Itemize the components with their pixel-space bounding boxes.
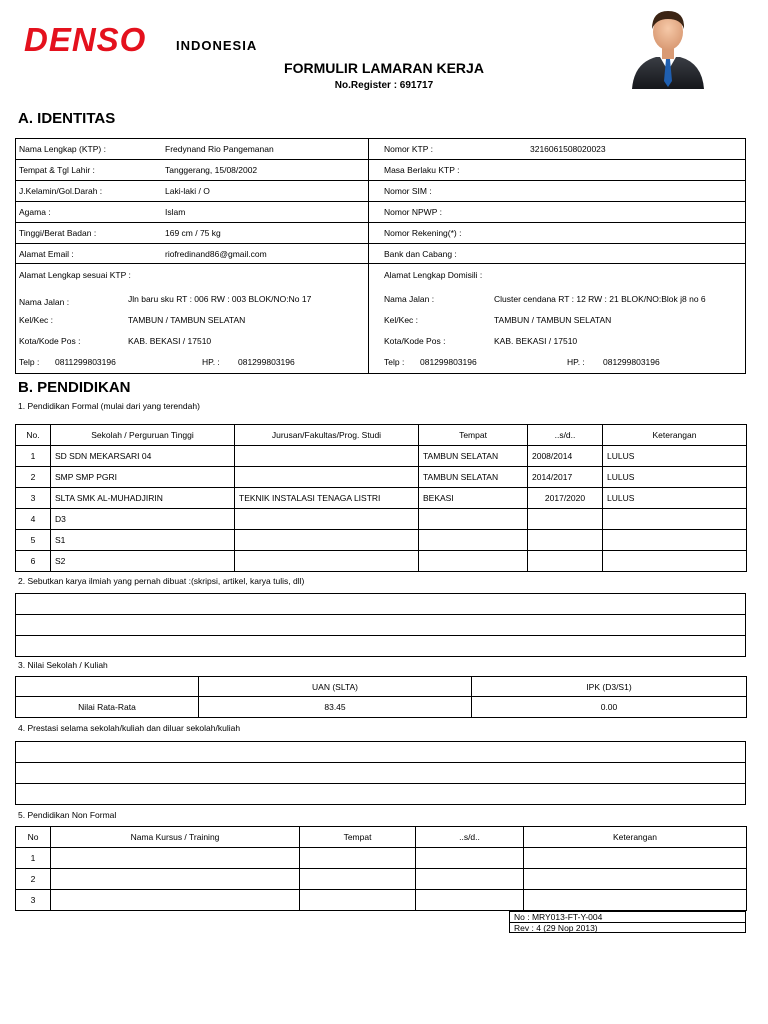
cell: 1	[16, 446, 51, 467]
cell	[51, 848, 300, 869]
dom-telp: 081299803196	[420, 357, 477, 367]
table-header-row	[16, 425, 747, 446]
col-header: Keterangan	[524, 827, 747, 848]
label-sim: Nomor SIM :	[384, 186, 432, 196]
col-header: ..s/d..	[528, 425, 603, 446]
karya-table	[15, 593, 746, 657]
cell: 1	[16, 848, 51, 869]
dom-telp-label: Telp :	[384, 357, 405, 367]
dom-kelkec: TAMBUN / TAMBUN SELATAN	[494, 315, 612, 325]
dom-street: Cluster cendana RT : 12 RW : 21 BLOK/NO:Blok j8 no 6	[494, 294, 706, 304]
cell: 2	[16, 467, 51, 488]
label-npwp: Nomor NPWP :	[384, 207, 442, 217]
cell	[416, 869, 524, 890]
col-header: UAN (SLTA)	[199, 677, 472, 697]
dom-kota: KAB. BEKASI / 17510	[494, 336, 578, 346]
label-ttl: Tempat & Tgl Lahir :	[19, 165, 95, 175]
cell: 5	[16, 530, 51, 551]
table-row	[16, 848, 747, 869]
cell: LULUS	[603, 446, 747, 467]
col-header: Tempat	[419, 425, 528, 446]
cell	[603, 551, 747, 572]
nilai-table	[15, 676, 747, 718]
document-number: No : MRY013-FT-Y-004	[514, 912, 603, 922]
ktp-telp: 0811299803196	[55, 357, 116, 367]
cell	[16, 594, 746, 615]
col-header: Nama Kursus / Training	[51, 827, 300, 848]
value-nama: Fredynand Rio Pangemanan	[165, 144, 274, 154]
col-header: Jurusan/Fakultas/Prog. Studi	[235, 425, 419, 446]
table-row	[16, 594, 746, 615]
label-tinggi-berat: Tinggi/Berat Badan :	[19, 228, 97, 238]
table-header-row	[16, 677, 747, 697]
formal-education-label: 1. Pendidikan Formal (mulai dari yang terendah)	[18, 401, 200, 411]
table-row	[16, 551, 747, 572]
cell: 2008/2014	[528, 446, 603, 467]
cell: S2	[51, 551, 235, 572]
section-identitas-title: A. IDENTITAS	[18, 110, 116, 127]
cell	[524, 890, 747, 911]
cell	[300, 890, 416, 911]
value-agama: Islam	[165, 207, 186, 217]
cell: 4	[16, 509, 51, 530]
cell: 0.00	[472, 697, 747, 718]
table-row	[16, 488, 747, 509]
label-nama: Nama Lengkap (KTP) :	[19, 144, 106, 154]
dom-kota-label: Kota/Kode Pos :	[384, 336, 446, 346]
cell	[528, 530, 603, 551]
cell	[300, 848, 416, 869]
value-email: riofredinand86@gmail.com	[165, 249, 267, 259]
cell: 2	[16, 869, 51, 890]
cell: LULUS	[603, 467, 747, 488]
label-agama: Agama :	[19, 207, 51, 217]
cell	[416, 848, 524, 869]
table-row	[16, 530, 747, 551]
cell	[603, 530, 747, 551]
denso-logo: DENSO	[24, 21, 147, 58]
cell: 2014/2017	[528, 467, 603, 488]
label-masa-ktp: Masa Berlaku KTP :	[384, 165, 460, 175]
cell	[419, 530, 528, 551]
cell: SD SDN MEKARSARI 04	[51, 446, 235, 467]
value-ktp: 3216061508020023	[530, 144, 606, 154]
cell: 83.45	[199, 697, 472, 718]
cell	[16, 784, 746, 805]
cell: LULUS	[603, 488, 747, 509]
table-row	[16, 467, 747, 488]
cell: 3	[16, 890, 51, 911]
cell	[16, 763, 746, 784]
ktp-kelkec-label: Kel/Kec :	[19, 315, 54, 325]
cell: 2017/2020	[528, 488, 603, 509]
cell	[16, 615, 746, 636]
table-row	[16, 742, 746, 763]
cell	[528, 551, 603, 572]
col-header: Tempat	[300, 827, 416, 848]
value-tinggi-berat: 169 cm / 75 kg	[165, 228, 221, 238]
table-row	[16, 446, 747, 467]
table-row	[16, 697, 747, 718]
col-header: ..s/d..	[416, 827, 524, 848]
ktp-hp: 081299803196	[238, 357, 295, 367]
cell	[419, 509, 528, 530]
cell	[416, 890, 524, 911]
karya-label: 2. Sebutkan karya ilmiah yang pernah dibuat :(skripsi, artikel, karya tulis, dll)	[18, 576, 305, 586]
cell: S1	[51, 530, 235, 551]
dom-hp-label: HP. :	[567, 357, 585, 367]
ktp-kota: KAB. BEKASI / 17510	[128, 336, 212, 346]
cell: BEKASI	[419, 488, 528, 509]
table-row	[16, 763, 746, 784]
table-row	[16, 509, 747, 530]
applicant-avatar-icon	[628, 5, 708, 89]
label-kelamin: J.Kelamin/Gol.Darah :	[19, 186, 103, 196]
cell	[16, 742, 746, 763]
cell: TAMBUN SELATAN	[419, 446, 528, 467]
dom-hp: 081299803196	[603, 357, 660, 367]
col-header: Sekolah / Perguruan Tinggi	[51, 425, 235, 446]
cell: Nilai Rata-Rata	[16, 697, 199, 718]
cell	[51, 869, 300, 890]
col-header: Keterangan	[603, 425, 747, 446]
table-row	[16, 890, 747, 911]
cell	[235, 467, 419, 488]
label-bank: Bank dan Cabang :	[384, 249, 457, 259]
logo-subtitle: INDONESIA	[176, 38, 258, 53]
cell	[235, 551, 419, 572]
cell	[235, 530, 419, 551]
col-header: No	[16, 827, 51, 848]
dom-address-heading: Alamat Lengkap Domisili :	[384, 270, 483, 280]
value-kelamin: Laki-laki / O	[165, 186, 210, 196]
table-row	[16, 636, 746, 657]
value-ttl: Tanggerang, 15/08/2002	[165, 165, 258, 175]
cell	[16, 636, 746, 657]
register-number: No.Register : 691717	[334, 80, 434, 91]
ktp-street: Jln baru sku RT : 006 RW : 003 BLOK/NO:No 17	[128, 294, 312, 304]
ktp-kota-label: Kota/Kode Pos :	[19, 336, 81, 346]
cell: D3	[51, 509, 235, 530]
document-revision: Rev : 4 (29 Nop 2013)	[510, 922, 745, 933]
col-header	[16, 677, 199, 697]
cell	[528, 509, 603, 530]
ktp-telp-label: Telp :	[19, 357, 40, 367]
ktp-kelkec: TAMBUN / TAMBUN SELATAN	[128, 315, 246, 325]
formal-education-table	[15, 424, 747, 572]
cell	[51, 890, 300, 911]
table-row	[16, 615, 746, 636]
ktp-address-heading: Alamat Lengkap sesuai KTP :	[19, 270, 131, 280]
cell: 3	[16, 488, 51, 509]
dom-kelkec-label: Kel/Kec :	[384, 315, 419, 325]
table-row	[16, 869, 747, 890]
label-email: Alamat Email :	[19, 249, 74, 259]
table-row	[16, 784, 746, 805]
nonformal-label: 5. Pendidikan Non Formal	[18, 810, 117, 820]
col-header: No.	[16, 425, 51, 446]
cell: TAMBUN SELATAN	[419, 467, 528, 488]
cell: TEKNIK INSTALASI TENAGA LISTRI	[235, 488, 419, 509]
dom-street-label: Nama Jalan :	[384, 294, 435, 304]
identity-box	[15, 138, 746, 374]
label-ktp: Nomor KTP :	[384, 144, 433, 154]
col-header: IPK (D3/S1)	[472, 677, 747, 697]
cell: SLTA SMK AL-MUHADJIRIN	[51, 488, 235, 509]
prestasi-table	[15, 741, 746, 805]
cell: 6	[16, 551, 51, 572]
cell	[300, 869, 416, 890]
cell: SMP SMP PGRI	[51, 467, 235, 488]
cell	[603, 509, 747, 530]
cell	[419, 551, 528, 572]
cell	[524, 848, 747, 869]
form-title: FORMULIR LAMARAN KERJA	[284, 60, 484, 76]
cell	[235, 509, 419, 530]
table-header-row	[16, 827, 747, 848]
nilai-label: 3. Nilai Sekolah / Kuliah	[18, 660, 108, 670]
label-rekening: Nomor Rekening(*) :	[384, 228, 462, 238]
cell	[235, 446, 419, 467]
nonformal-table	[15, 826, 747, 911]
ktp-street-label: Nama Jalan :	[19, 297, 70, 307]
ktp-hp-label: HP. :	[202, 357, 220, 367]
cell	[524, 869, 747, 890]
document-revision-box	[509, 911, 746, 933]
section-pendidikan-title: B. PENDIDIKAN	[18, 379, 131, 396]
prestasi-label: 4. Prestasi selama sekolah/kuliah dan diluar sekolah/kuliah	[18, 723, 241, 733]
